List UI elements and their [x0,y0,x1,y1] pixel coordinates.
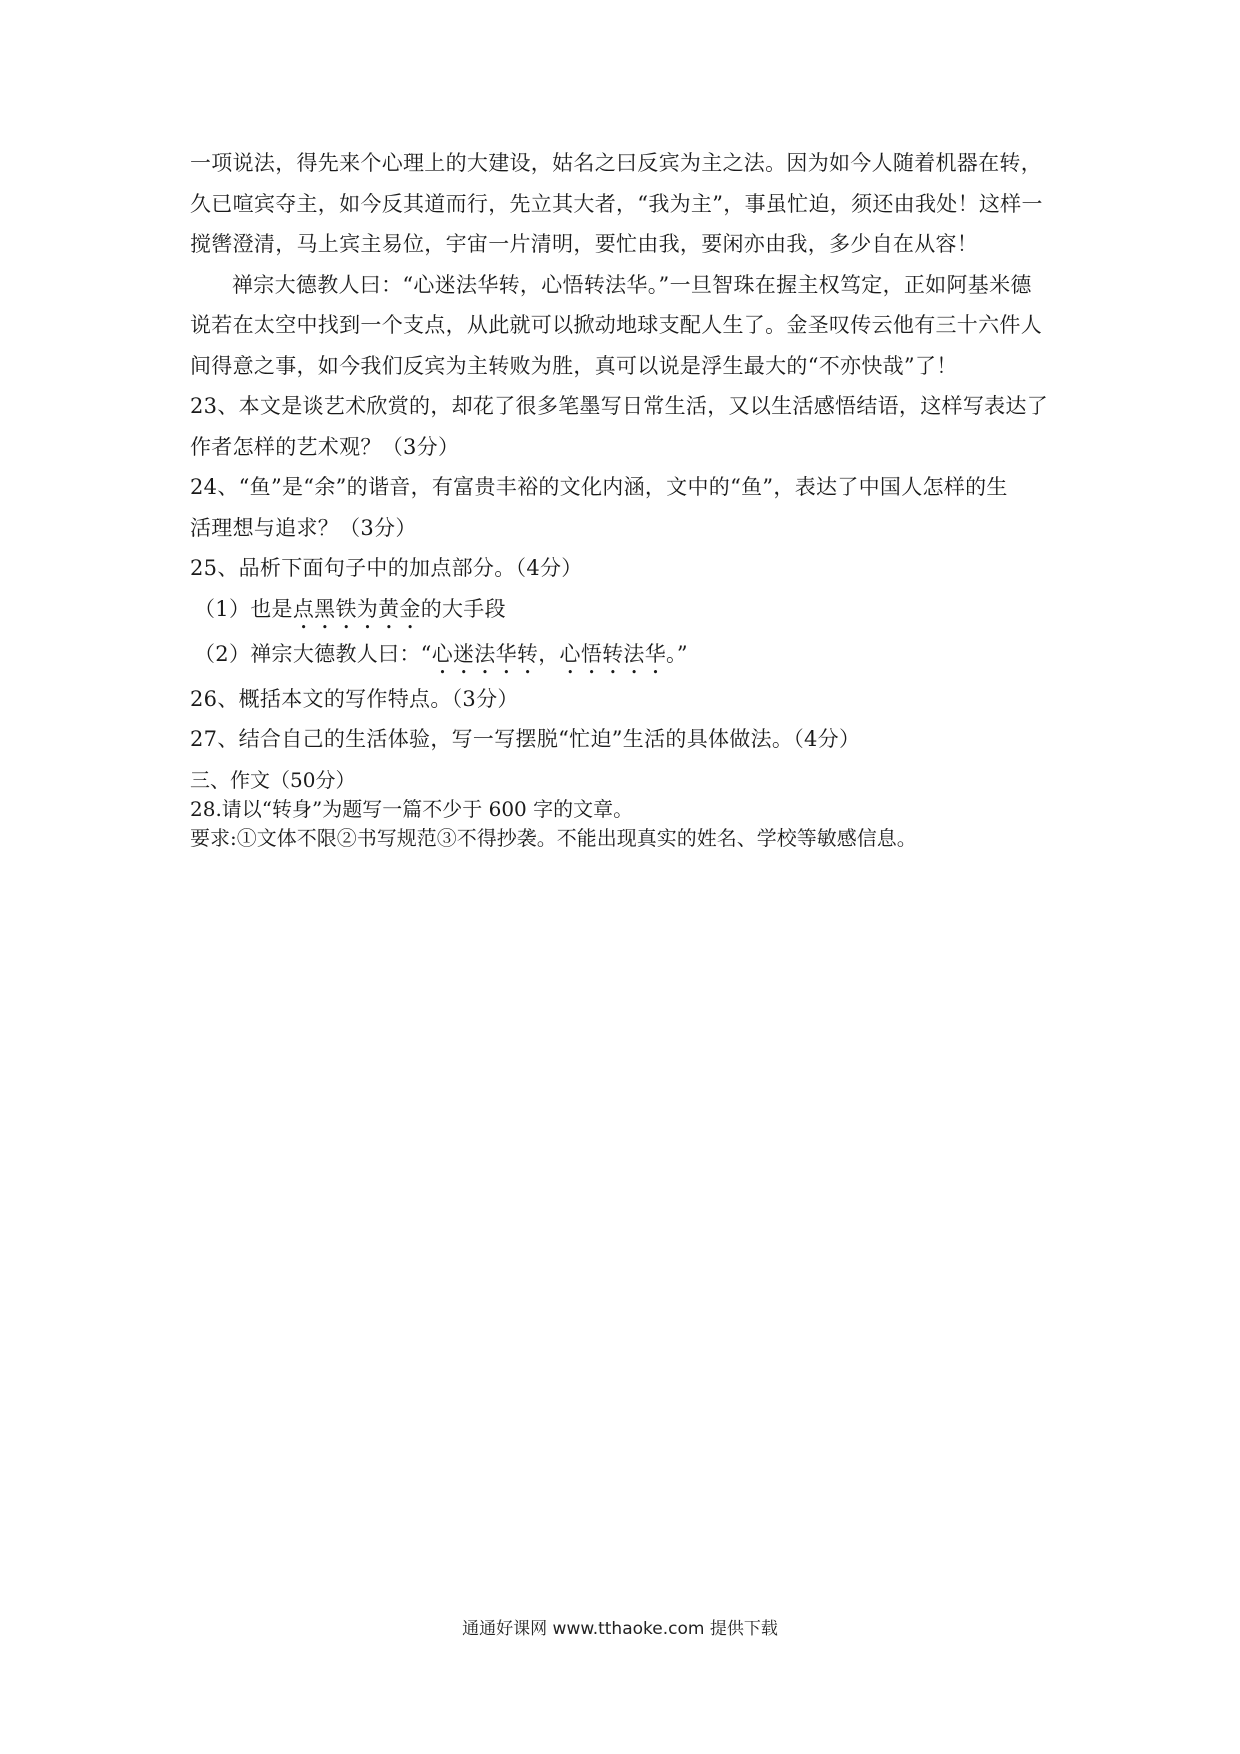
passage-line: 说若在太空中找到一个支点，从此就可以掀动地球支配人生了。金圣叹传云他有三十六件人 [190,313,1042,337]
passage-paragraph-2 [190,265,1065,387]
passage-paragraph-1 [190,143,1065,265]
question-23 [190,386,1065,467]
passage-line: 间得意之事，如今我们反宾为主转败为胜，真可以说是浮生最大的“不亦快哉”了！ [190,353,958,378]
dotted-phrase: 点黑铁为黄金 [292,596,421,621]
item-prefix: （2）禅宗大德教人曰：“ [194,641,432,666]
item-prefix: （1）也是 [194,596,293,621]
question-text: 作者怎样的艺术观？（3分） [190,434,460,459]
essay-heading: 三、作文（50分） [190,767,356,792]
essay-section [190,766,1065,853]
passage-line: 一项说法，得先来个心理上的大建设，姑名之曰反宾为主之法。因为如今人随着机器在转， [190,151,1042,175]
question-25-item-1 [190,589,1065,634]
passage-line: 搅辔澄清，马上宾主易位，宇宙一片清明，要忙由我，要闲亦由我，多少自在从容！ [190,232,979,256]
question-25 [190,548,1065,679]
question-text: 24、“鱼”是“余”的谐音，有富贵丰裕的文化内涵，文中的“鱼”，表达了中国人怎样的生 [190,475,1008,499]
question-27: 27、结合自己的生活体验，写一写摆脱“忙迫”生活的具体做法。（4分） [190,727,861,751]
essay-prompt: 28.请以“转身”为题写一篇不少于 600 字的文章。 [190,796,634,821]
item-suffix: 的大手段 [420,596,506,621]
question-26: 26、概括本文的写作特点。（3分） [190,686,519,711]
passage-line: 禅宗大德教人曰：“心迷法华转，心悟转法华。”一旦智珠在握主权笃定，正如阿基米德 [232,272,1032,297]
question-25-item-2 [190,634,1065,679]
question-text: 23、本文是谈艺术欣赏的，却花了很多笔墨写日常生活，又以生活感悟结语，这样写表达了 [190,394,1049,418]
item-suffix: 。” [666,641,688,666]
question-text: 25、品析下面句子中的加点部分。（4分） [190,556,583,580]
dotted-phrase: 心悟转法华 [559,641,667,666]
dotted-phrase: 心迷法华转 [431,641,539,666]
page-content [190,143,1065,853]
page-footer: 通通好课网 www.tthaoke.com 提供下载 [462,1619,778,1639]
passage-line: 久已喧宾夺主，如今反其道而行，先立其大者，“我为主”，事虽忙迫，须还由我处！这样一 [190,191,1043,216]
item-separator: ， [538,641,560,666]
question-24 [190,467,1065,548]
question-text: 活理想与追求？（3分） [190,515,417,540]
essay-requirements: 要求:①文体不限②书写规范③不得抄袭。不能出现真实的姓名、学校等敏感信息。 [190,825,917,850]
